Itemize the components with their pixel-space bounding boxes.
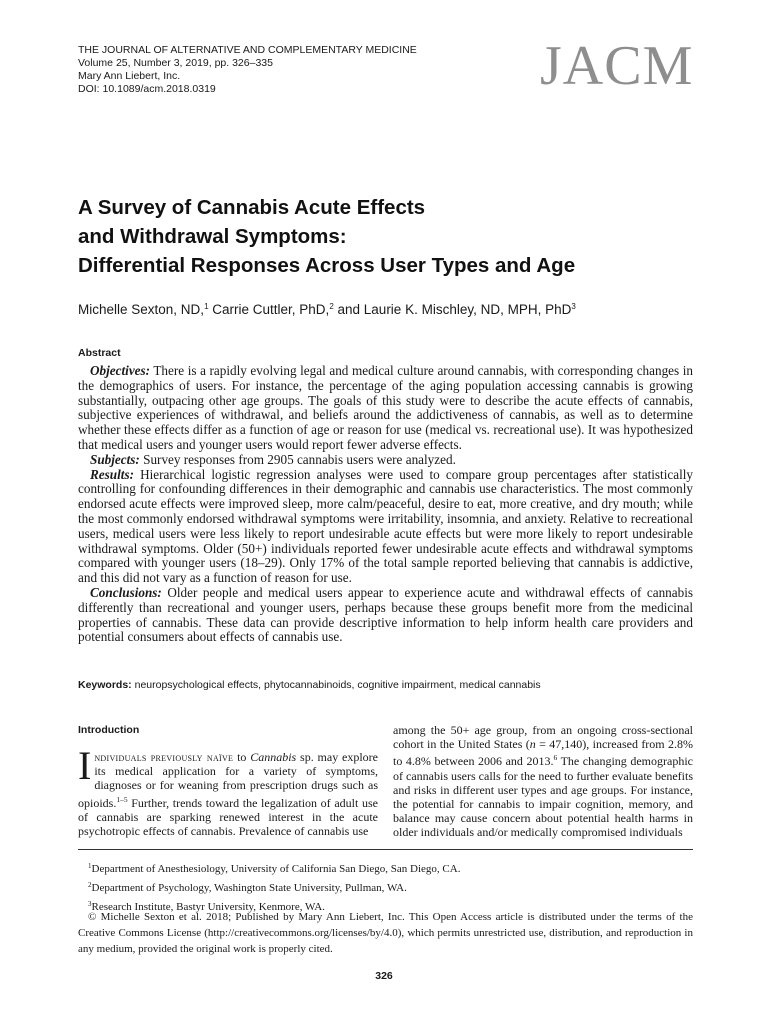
title-line: A Survey of Cannabis Acute Effects [78, 196, 426, 219]
author-affiliation-marker: 2 [329, 302, 334, 311]
section-label: Conclusions: [90, 584, 162, 600]
italic-term: n [529, 737, 536, 752]
abstract-objectives [78, 364, 693, 453]
title-line: Differential Responses Across User Types and Age [78, 254, 576, 277]
author-affiliation-marker: 1 [204, 302, 209, 311]
affiliation-marker: 1 [88, 862, 92, 870]
affiliation [78, 877, 460, 896]
introduction-right-column [393, 723, 693, 840]
section-label: Objectives: [90, 363, 151, 378]
body-text: = 47,140), increased from 2.8% to 4.8% between 2006 and 2013. [393, 737, 694, 769]
section-label: Subjects: [90, 451, 140, 467]
keywords-text: neuropsychological effects, phytocannabinoids, cognitive impairment, medical cannabis [131, 679, 541, 691]
journal-info [78, 44, 417, 96]
abstract-body [78, 364, 693, 645]
journal-name: THE JOURNAL OF ALTERNATIVE AND COMPLEMENTARY MEDICINE [78, 44, 417, 56]
section-text: Older people and medical users appear to experience acute and withdrawal effects of cannabis differently than recreational and younger users, perhaps because these groups benefit more from the medicinal properties of cannabis. These data can provide descriptive information to help inform health care providers and potential consumers about effects of cannabis use. [78, 584, 693, 645]
section-text: There is a rapidly evolving legal and medical culture around cannabis, with corresponding changes in the demographics of users. For instance, the percentage of the aging population accessing cannabis is growing substantially, outpacing other age groups. The goals of this study were to describe the acute effects of cannabis, subjective experiences of withdrawal, and beliefs around the addictiveness of cannabis, as well as to determine whether these effects differ as a function of age or reason for use (medical vs. recreational use). It was hypothesized that medical users and younger users would report fewer adverse effects. [78, 363, 693, 452]
doi[interactable]: DOI: 10.1089/acm.2018.0319 [78, 83, 216, 95]
abstract-results [78, 468, 693, 586]
citation-ref[interactable]: 1–5 [116, 794, 128, 804]
introduction-left-column [78, 743, 378, 839]
affiliation-text: Research Institute, Bastyr University, Kenmore, WA. [91, 901, 325, 913]
introduction-paragraph [78, 743, 378, 839]
small-caps-lead: ndividuals previously naïve [94, 750, 234, 764]
affiliation-marker: 3 [88, 900, 92, 908]
journal-logo: JACM [540, 35, 694, 97]
drop-cap: I [78, 743, 92, 788]
citation-ref[interactable]: 6 [553, 753, 558, 763]
volume-line: Volume 25, Number 3, 2019, pp. 326–335 [78, 57, 273, 69]
article-title [78, 193, 718, 280]
abstract-conclusions [78, 586, 693, 645]
section-text: Hierarchical logistic regression analyses were used to compare group percentages after statistically controlling for confounding differences in their demographic and cannabis use characteristics. The most commonly endorsed acute effects were improved sleep, more calm/peaceful, desire to eat, more creative, and dry mouth; while the most commonly endorsed withdrawal symptoms were irritability, insomnia, and anxiety. Relative to recreational users, medical users were less likely to report undesirable acute effects but were more likely to report undesirable withdrawal symptoms. Older (50+) individuals reported fewer undesirable acute effects and withdrawal symptoms compared with younger users (18–29). Only 17% of the total sample reported believing that cannabis is addictive, and this did not vary as a function of reason for use. [78, 466, 693, 586]
publisher: Mary Ann Liebert, Inc. [78, 70, 181, 82]
body-text: The changing demographic of cannabis users calls for the need to further evaluate benefits and risks in different user types and age groups. For instance, the potential for cannabis to impair cognition, memory, and balance may cause concern about potential health harms in older individuals and/or medically compromised individuals [393, 754, 693, 840]
body-text: Further, trends toward the legalization of adult use of cannabis are sparking renewed interest in the acute psychotropic effects of cannabis. Prevalence of cannabis use [78, 795, 378, 839]
affiliations [78, 858, 460, 915]
italic-term: Cannabis [250, 750, 297, 764]
body-text: among the 50+ age group, from an ongoing cross-sectional cohort in the United States ( [393, 723, 693, 752]
footnote-divider [78, 849, 693, 850]
affiliation [78, 858, 460, 877]
license-notice: © Michelle Sexton et al. 2018; Published by Mary Ann Liebert, Inc. This Open Access article is distributed under the terms of the Creative Commons License (http://creativecommons.org/licenses/by/4.0), which permits unrestricted use, distribution, and reproduction in any medium, provided the original work is properly cited. [78, 911, 693, 955]
section-text: Survey responses from 2905 cannabis users were analyzed. [139, 451, 456, 467]
body-text: sp. may explore its medical application for a variety of symptoms, diagnoses or for weaning from prescription drugs such as opioids. [78, 750, 378, 810]
keywords [78, 679, 541, 691]
keywords-label: Keywords: [78, 679, 132, 691]
abstract-heading: Abstract [78, 347, 121, 359]
author-name[interactable]: and Laurie K. Mischley, ND, MPH, PhD [333, 302, 572, 317]
affiliation-text: Department of Anesthesiology, University of California San Diego, San Diego, CA. [91, 863, 461, 875]
page-number: 326 [375, 970, 393, 982]
author-name[interactable]: Michelle Sexton, ND, [78, 302, 205, 317]
affiliation-text: Department of Psychology, Washington State University, Pullman, WA. [91, 882, 407, 894]
introduction-heading: Introduction [78, 724, 140, 736]
introduction-paragraph [393, 723, 693, 840]
author-list [78, 298, 576, 319]
abstract-subjects [78, 453, 693, 468]
title-line: and Withdrawal Symptoms: [78, 225, 347, 248]
author-name[interactable]: Carrie Cuttler, PhD, [208, 302, 330, 317]
body-text: to [233, 750, 251, 764]
section-label: Results: [90, 466, 134, 482]
affiliation-marker: 2 [88, 881, 92, 889]
author-affiliation-marker: 3 [571, 302, 576, 311]
